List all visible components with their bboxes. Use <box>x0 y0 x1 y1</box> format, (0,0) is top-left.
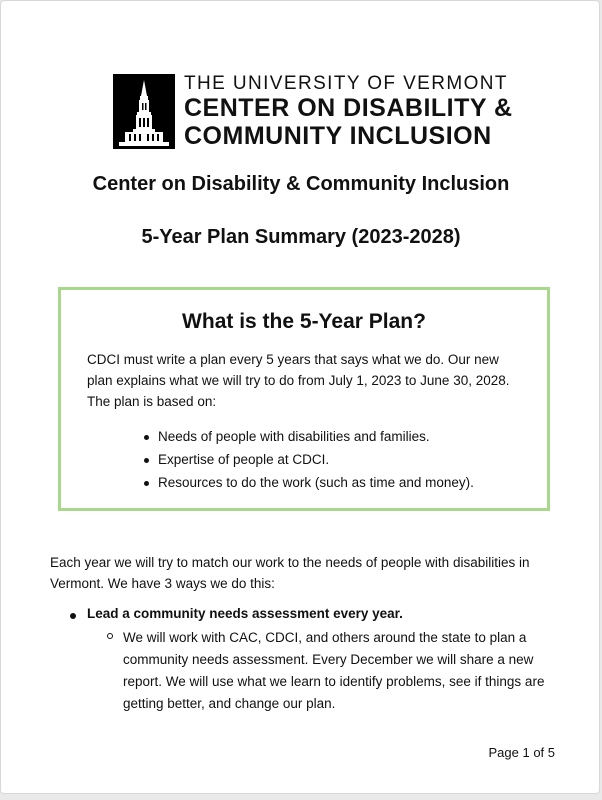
list-item: Resources to do the work (such as time and money). <box>158 471 474 494</box>
plan-box-intro: CDCI must write a plan every 5 years that says what we do. Our new plan explains what we will try to do from July 1, 2023 to June 30, 2028. The plan is based on: <box>87 352 510 409</box>
document-title: Center on Disability & Community Inclusion <box>92 173 510 195</box>
plan-summary-box <box>58 287 550 511</box>
logo-university-line: THE UNIVERSITY OF VERMONT <box>184 72 508 94</box>
building-tower-icon <box>113 74 175 149</box>
document-subtitle: 5-Year Plan Summary (2023-2028) <box>141 226 461 248</box>
list-item: Expertise of people at CDCI. <box>158 448 474 471</box>
logo-inclusion-line: COMMUNITY INCLUSION <box>184 121 492 150</box>
hollow-bullet-icon <box>107 633 113 639</box>
body-paragraph: Each year we will try to match our work to the needs of people with disabilities in Vermont. We have 3 ways we do this: <box>50 555 530 591</box>
logo-wordmark <box>184 74 513 149</box>
page-number: Page 1 of 5 <box>488 745 555 760</box>
plan-basis-list <box>158 425 474 494</box>
lead-assessment-item: Lead a community needs assessment every year. <box>87 606 403 621</box>
assessment-detail-item: We will work with CAC, CDCI, and others around the state to plan a community needs assessment. Every December we will share a new report. We will use what we learn to identify problems, see if things are getting better, and change our plan. <box>123 630 545 711</box>
plan-box-heading: What is the 5-Year Plan? <box>182 310 426 333</box>
logo-center-line: CENTER ON DISABILITY & <box>184 93 513 122</box>
list-item: Needs of people with disabilities and families. <box>158 425 474 448</box>
bullet-icon <box>70 613 76 619</box>
uvm-cdci-logo <box>113 72 513 150</box>
